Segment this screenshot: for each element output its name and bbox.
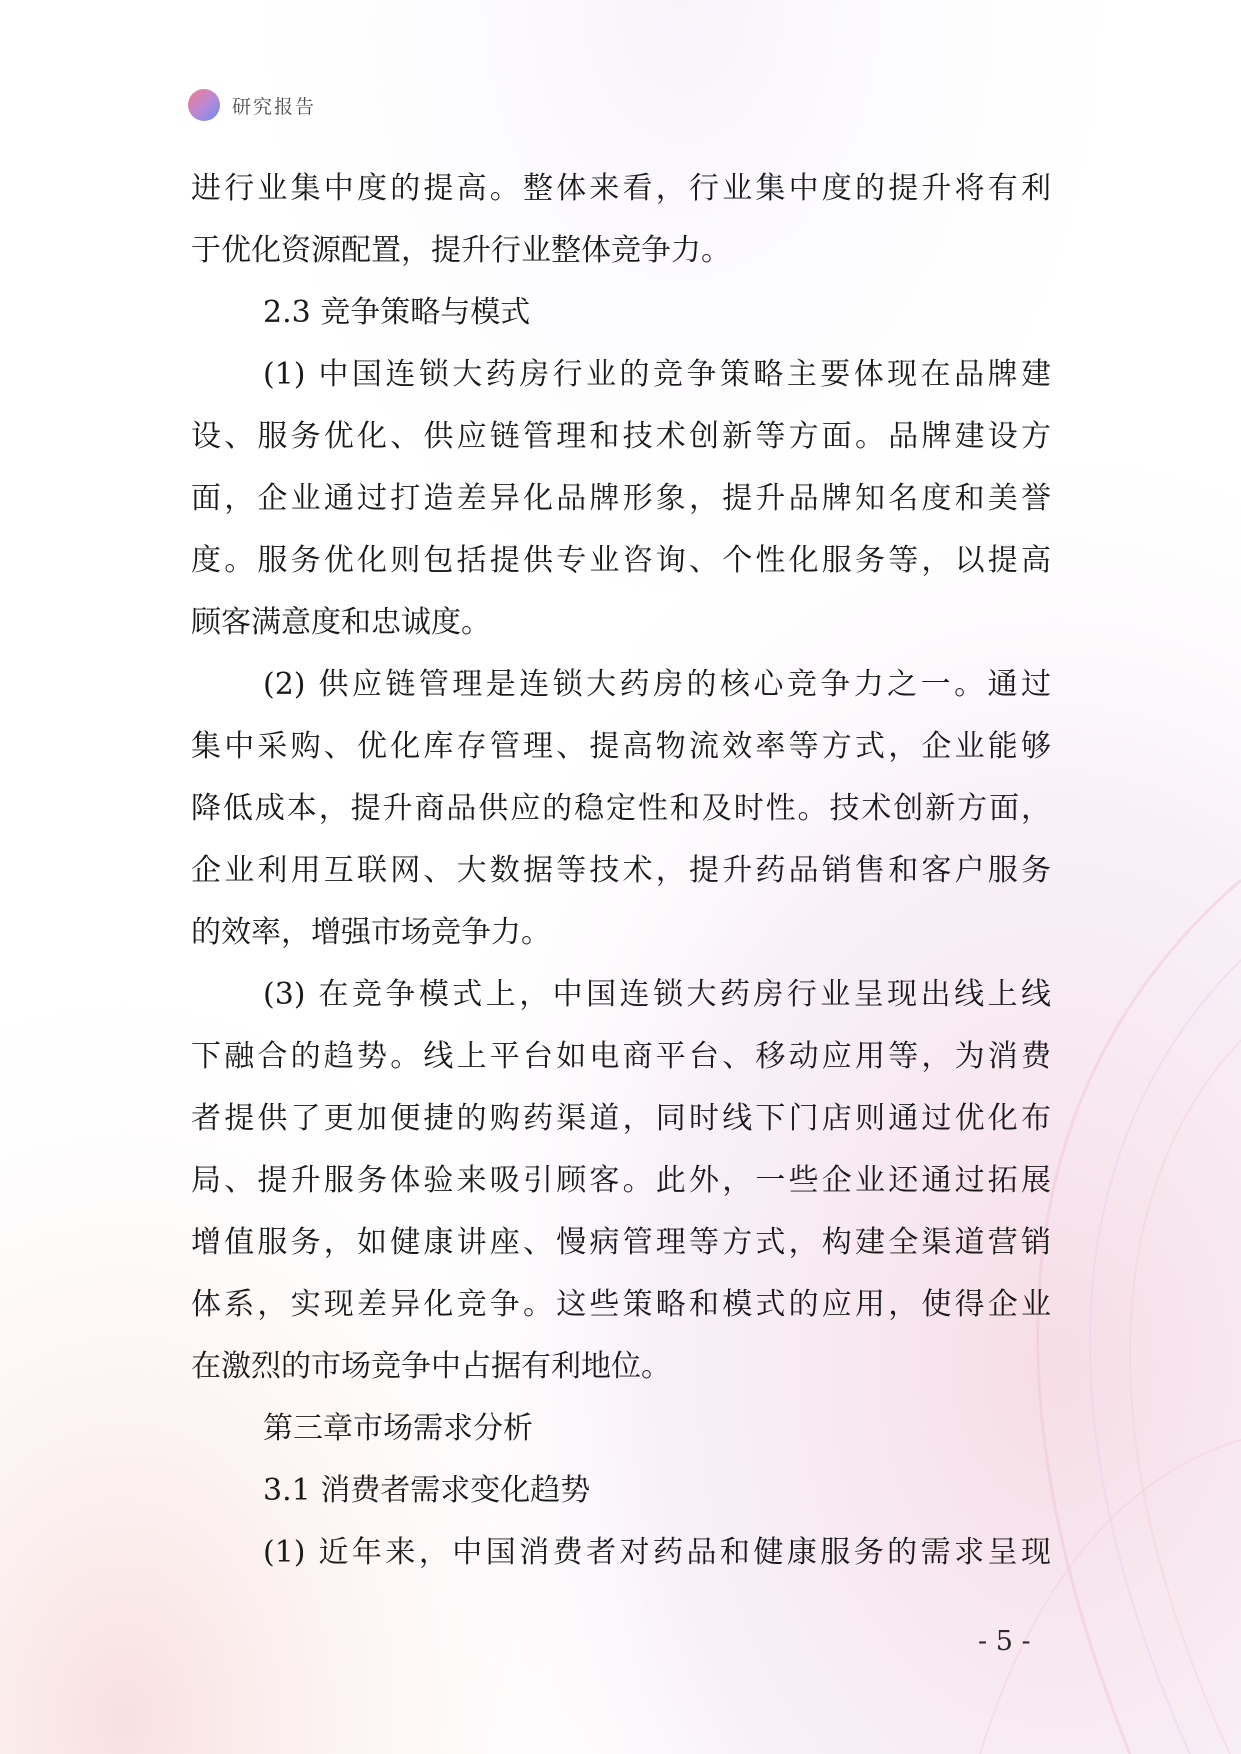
report-body [191, 158, 1051, 1584]
body-line: 集中采购、优化库存管理、提高物流效率等方式，企业能够 [191, 729, 1051, 764]
body-line: 度。服务优化则包括提供专业咨询、个性化服务等，以提高 [191, 543, 1051, 578]
section-heading: 3.1 消费者需求变化趋势 [263, 1473, 591, 1508]
body-line: 设、服务优化、供应链管理和技术创新等方面。品牌建设方 [191, 419, 1051, 454]
body-line: 进行业集中度的提高。整体来看，行业集中度的提升将有利 [191, 171, 1051, 206]
section-heading: 2.3 竞争策略与模式 [263, 295, 531, 330]
body-line: 下融合的趋势。线上平台如电商平台、移动应用等，为消费 [191, 1039, 1051, 1074]
header-title: 研究报告 [232, 95, 317, 118]
body-line: 企业利用互联网、大数据等技术，提升药品销售和客户服务 [191, 853, 1051, 888]
body-line: 于优化资源配置，提升行业整体竞争力。 [191, 233, 731, 268]
body-line: 顾客满意度和忠诚度。 [191, 605, 491, 640]
body-line: 降低成本，提升商品供应的稳定性和及时性。技术创新方面， [191, 791, 1051, 826]
body-line: 在激烈的市场竞争中占据有利地位。 [191, 1349, 671, 1384]
body-line: (3) 在竞争模式上，中国连锁大药房行业呈现出线上线 [263, 977, 1051, 1012]
body-line: 的效率，增强市场竞争力。 [191, 915, 551, 950]
body-line: (1) 中国连锁大药房行业的竞争策略主要体现在品牌建 [263, 357, 1051, 392]
page-number: - 5 - [978, 1626, 1031, 1657]
logo-icon [188, 89, 220, 121]
body-line: 面，企业通过打造差异化品牌形象，提升品牌知名度和美誉 [191, 481, 1051, 516]
body-line: 者提供了更加便捷的购药渠道，同时线下门店则通过优化布 [191, 1101, 1051, 1136]
body-line: 局、提升服务体验来吸引顾客。此外，一些企业还通过拓展 [191, 1163, 1051, 1198]
page-header [188, 88, 316, 122]
body-line: (1) 近年来，中国消费者对药品和健康服务的需求呈现 [263, 1535, 1051, 1570]
body-line: (2) 供应链管理是连锁大药房的核心竞争力之一。通过 [263, 667, 1051, 702]
chapter-heading: 第三章市场需求分析 [263, 1411, 533, 1446]
body-line: 增值服务，如健康讲座、慢病管理等方式，构建全渠道营销 [191, 1225, 1051, 1260]
body-line: 体系，实现差异化竞争。这些策略和模式的应用，使得企业 [191, 1287, 1051, 1322]
